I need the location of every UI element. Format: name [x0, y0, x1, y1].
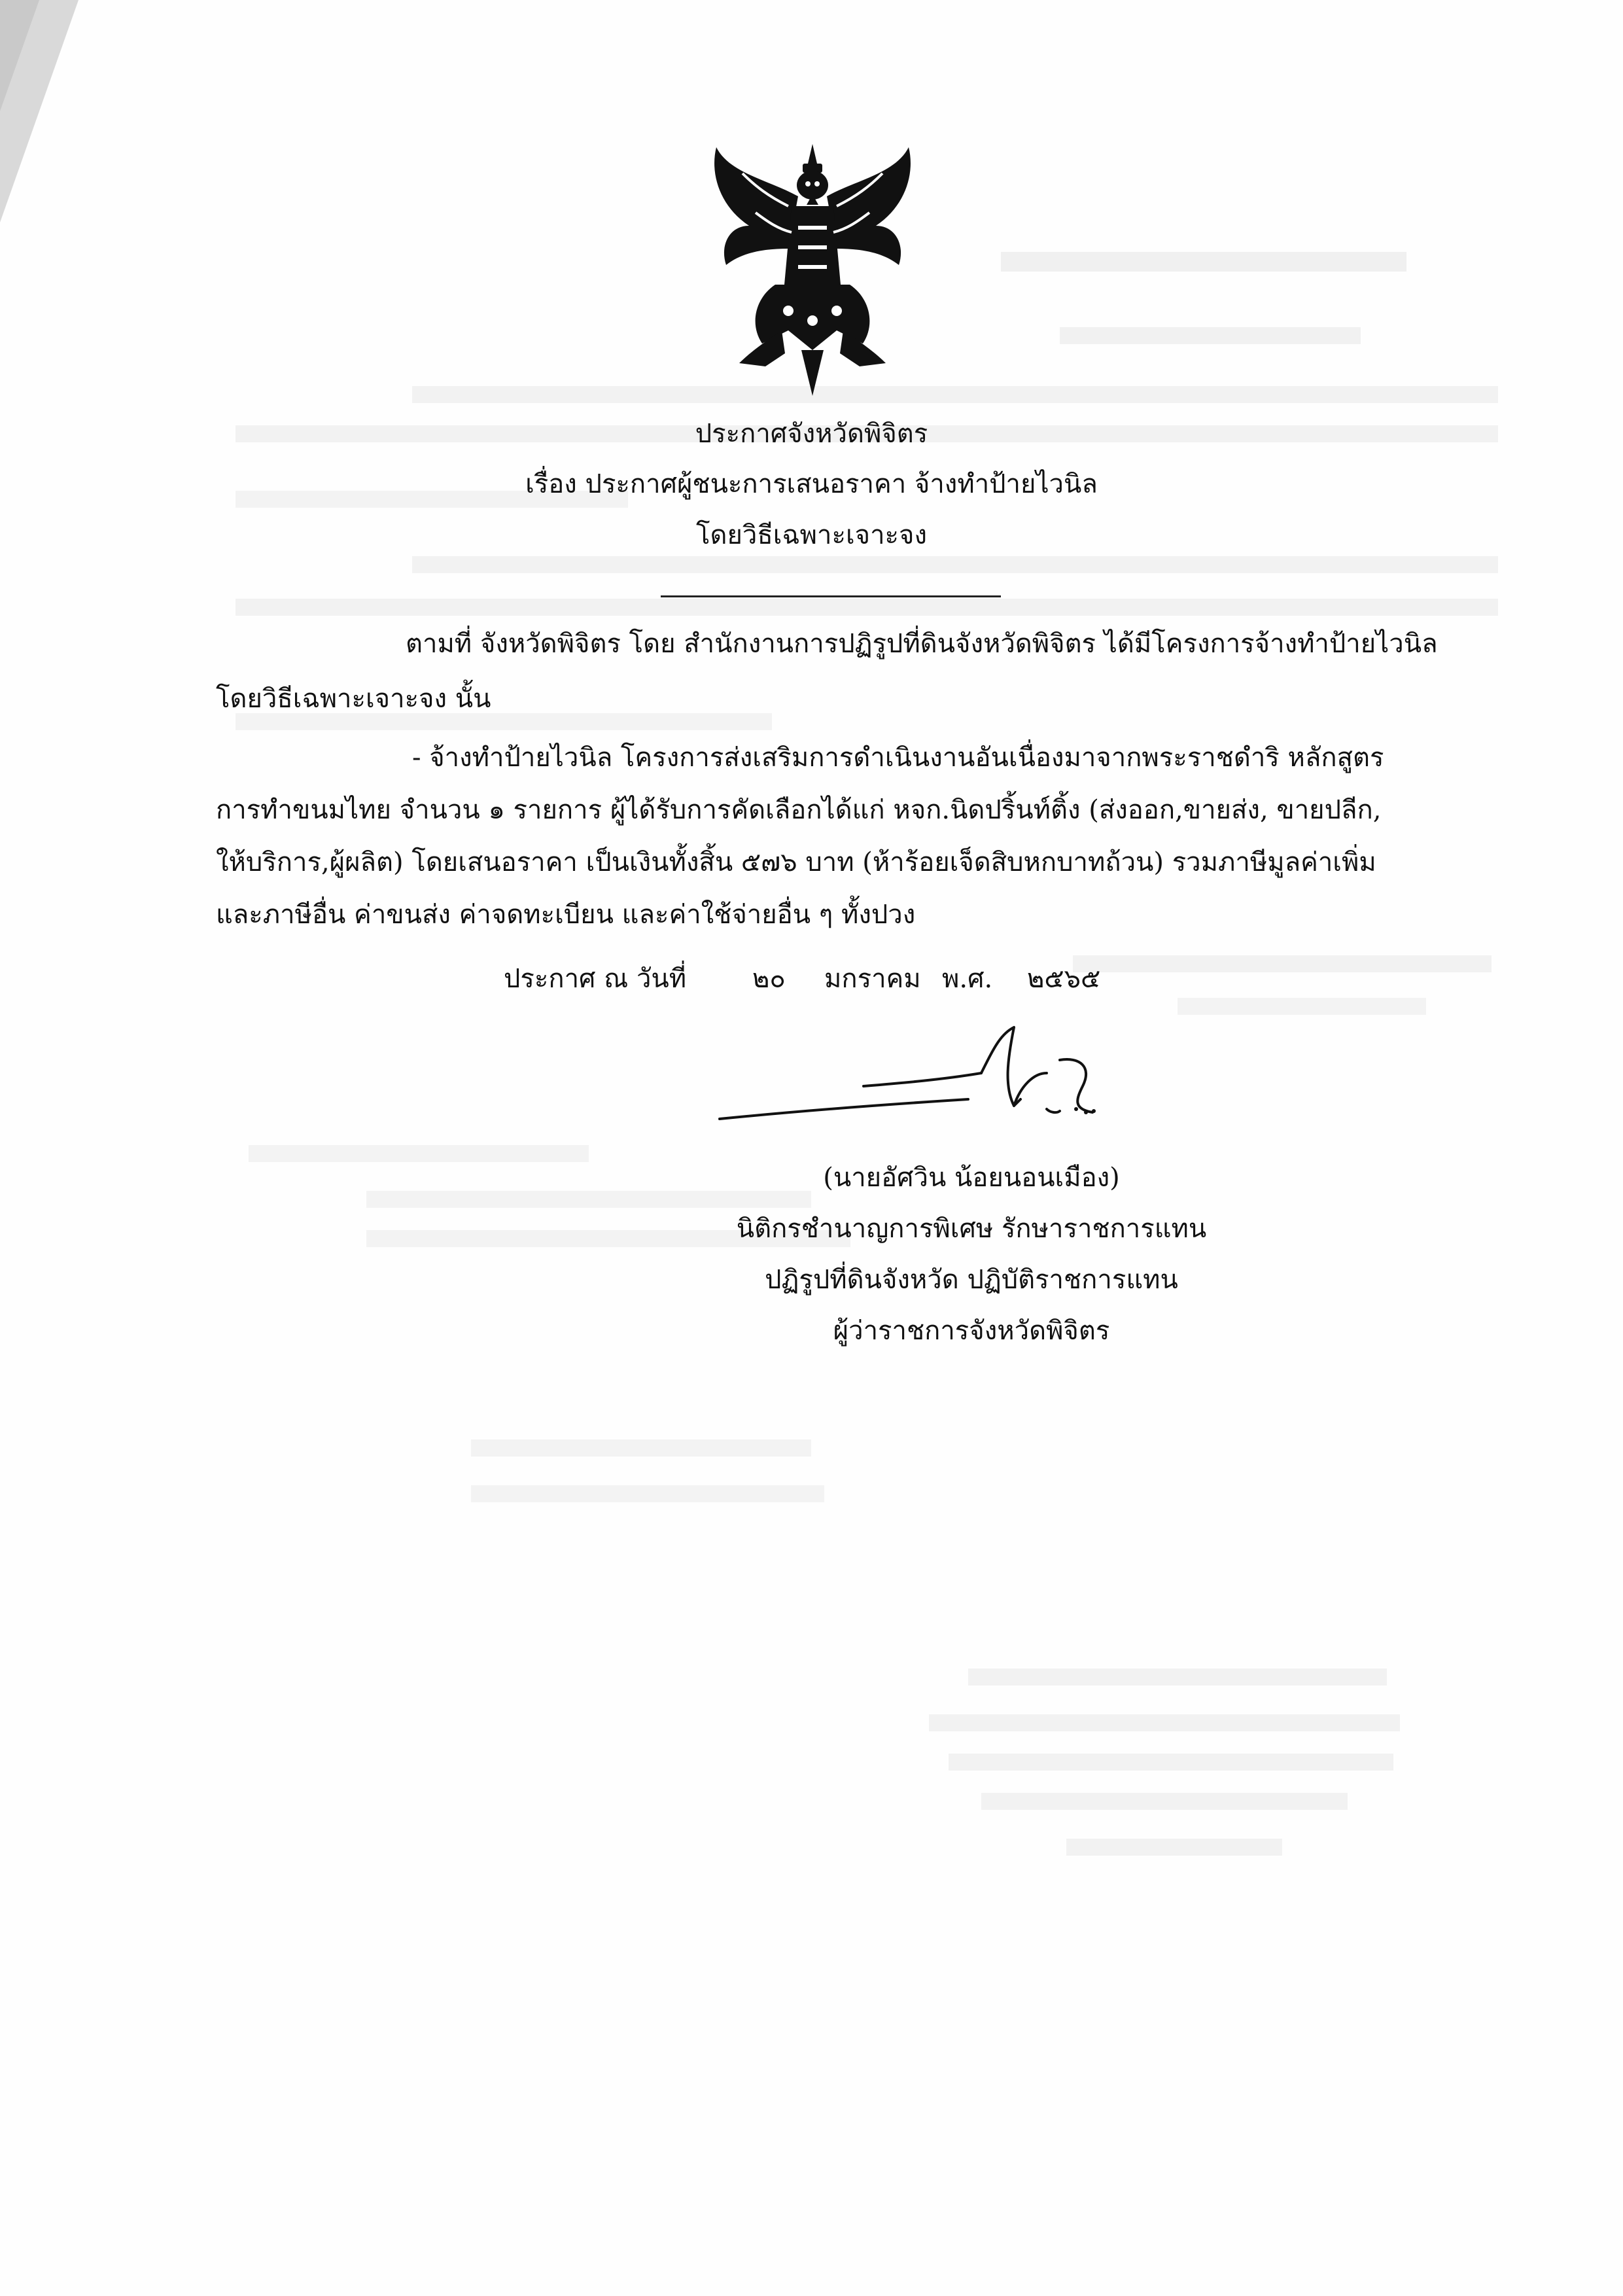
signatory-position-1: นิติกรชำนาญการพิเศษ รักษาราชการแทน — [736, 1214, 1207, 1244]
date-day: ๒๐ — [752, 964, 786, 994]
signatory-position-3: ผู้ว่าราชการจังหวัดพิจิตร — [833, 1316, 1110, 1346]
date-era: พ.ศ. — [942, 964, 993, 994]
announcement-method: โดยวิธีเฉพาะเจาะจง — [695, 520, 928, 550]
paragraph-1-line-2: โดยวิธีเฉพาะเจาะจง นั้น — [216, 684, 491, 714]
page-corner-fold — [0, 0, 79, 222]
paragraph-2-line-2: การทำขนมไทย จำนวน ๑ รายการ ผู้ได้รับการคัดเลือกได้แก่ หจก.นิดปริ้นท์ติ้ง (ส่งออก,ขายส่ง, ขายปลีก, — [216, 795, 1382, 825]
paragraph-2-line-1: - จ้างทำป้ายไวนิล โครงการส่งเสริมการดำเนินงานอันเนื่องมาจากพระราชดำริ หลักสูตร — [412, 743, 1384, 773]
handwritten-signature — [707, 1021, 1099, 1152]
garuda-emblem — [703, 134, 922, 402]
paragraph-2-line-3: ให้บริการ,ผู้ผลิต) โดยเสนอราคา เป็นเงินทั้งสิ้น ๕๗๖ บาท (ห้าร้อยเจ็ดสิบหกบาทถ้วน) รวมภาษีมูลค่าเพิ่ม — [216, 847, 1376, 877]
announcement-org: ประกาศจังหวัดพิจิตร — [695, 419, 928, 449]
header-divider — [661, 595, 1001, 597]
paragraph-1-line-1: ตามที่ จังหวัดพิจิตร โดย สำนักงานการปฏิรูปที่ดินจังหวัดพิจิตร ได้มีโครงการจ้างทำป้ายไวนิล — [406, 629, 1438, 659]
paragraph-2-line-4: และภาษีอื่น ค่าขนส่ง ค่าจดทะเบียน และค่าใช้จ่ายอื่น ๆ ทั้งปวง — [216, 900, 916, 930]
date-month: มกราคม — [824, 964, 921, 994]
signatory-position-2: ปฏิรูปที่ดินจังหวัด ปฏิบัติราชการแทน — [765, 1265, 1178, 1295]
date-year: ๒๕๖๕ — [1027, 964, 1101, 994]
signatory-name: (นายอัศวิน น้อยนอนเมือง) — [823, 1163, 1120, 1193]
announcement-subject: เรื่อง ประกาศผู้ชนะการเสนอราคา จ้างทำป้ายไวนิล — [525, 469, 1098, 499]
date-prefix: ประกาศ ณ วันที่ — [504, 964, 687, 994]
